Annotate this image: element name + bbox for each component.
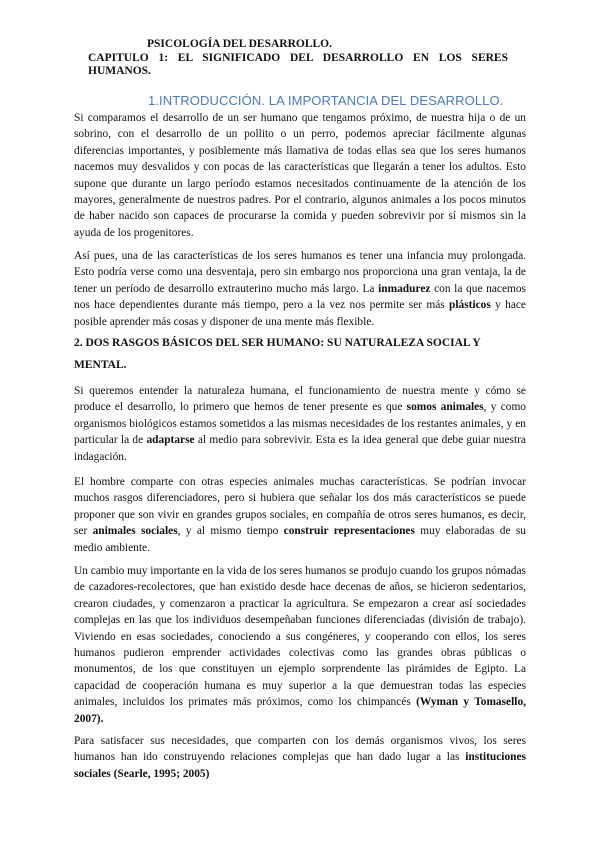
section-2-heading: 2. DOS RASGOS BÁSICOS DEL SER HUMANO: SU NATURALEZA SOCIAL Y MENTAL.: [74, 337, 481, 371]
citation-wyman-tomasello: (Wyman y Tomasello, 2007).: [74, 696, 526, 725]
section-1-paragraph-1: [74, 110, 526, 241]
section-2-paragraph-2: [74, 474, 526, 556]
document-title: PSICOLOGÍA DEL DESARROLLO.: [147, 38, 333, 50]
section-2-paragraph-3: [74, 563, 526, 727]
section-2-paragraph-4: [74, 733, 526, 782]
paragraph-text: muy elaboradas de su medio ambiente.: [74, 525, 526, 554]
paragraph-text: Así pues, una de las características de los seres humanos es tener una infancia muy prolongada. Esto podría verse como una desventaja, pero sin embargo nos proporciona una gran ventaja, la de tener un período de desarrollo extrauterino mucho más largo. La: [74, 250, 526, 295]
section-1-paragraph-2: [74, 248, 526, 330]
bold-term-adaptarse: adaptarse: [146, 434, 195, 447]
chapter-title-line-2: HUMANOS.: [88, 65, 151, 77]
section-1-heading: 1.INTRODUCCIÓN. LA IMPORTANCIA DEL DESARROLLO.: [148, 93, 504, 108]
chapter-title-line-1: CAPITULO 1: EL SIGNIFICADO DEL DESARROLLO EN LOS SERES: [88, 52, 508, 64]
paragraph-text: y hace posible aprender más cosas y disponer de una mente más flexible.: [74, 299, 526, 328]
paragraph-text: Un cambio muy importante en la vida de los seres humanos se produjo cuando los grupos nómadas de cazadores-recolectores, que han existido desde hace decenas de años, se hicieron sedentarios, crearon ciudades, y comenzaron a practicar la agricultura. Se empezaron a crear así sociedades complejas en las que los individuos desempeñaban funciones diferenciadas (división de trabajo). Viviendo en esas sociedades, conociendo a sus congéneres, y cooperando con ellos, los seres humanos pudieron emprender actividades colectivas como las grandes obras públicas o monumentos, de los que constituyen un ejemplo sorprendente las pirámides de Egipto. La capacidad de cooperación humana es muy superior a la que demuestran todas las especies animales, incluidos los primates más próximos, como los chimpancés: [74, 565, 526, 709]
bold-term-inmadurez: inmadurez: [378, 282, 431, 295]
paragraph-text: Si comparamos el desarrollo de un ser humano que tengamos próximo, de nuestra hija o de un sobrino, con el desarrollo de un pollito o un perro, podemos apreciar fácilmente algunas diferencias importantes, y posiblemente más llamativa de todas ellas sea que los seres humanos nacemos muy desvalidos y con pocas de las características que llegarán a tener los adultos. Esto supone que durante un largo período estamos necesitados continuamente de la atención de los mayores, generalmente de nuestros padres. Por el contrario, algunos animales a los pocos minutos de haber nacido son capaces de procurarse la comida y pueden sobrevivir por sí mismos sin la ayuda de los progenitores.: [74, 112, 526, 239]
paragraph-text: , y al mismo tiempo: [177, 525, 284, 538]
paragraph-text: , y como organismos biológicos estamos sometidos a las mismas necesidades de los restantes animales, y en particular la de: [74, 401, 526, 447]
bold-term-construir-representaciones: construir representaciones: [283, 525, 415, 538]
paragraph-text: Para satisfacer sus necesidades, que comparten con los demás organismos vivos, los seres humanos han ido construyendo relaciones complejas que han dado lugar a las: [74, 735, 526, 764]
bold-term-instituciones-sociales: instituciones sociales: [74, 751, 526, 780]
bold-term-somos-animales: somos animales: [406, 401, 484, 414]
paragraph-text: al medio para sobrevivir. Esta es la idea general que debe guiar nuestra indagación.: [74, 434, 526, 463]
paragraph-text: Si queremos entender la naturaleza humana, el funcionamiento de nuestra mente y cómo se produce el desarrollo, lo primero que hemos de tener presente es que: [74, 385, 526, 414]
paragraph-text: El hombre comparte con otras especies animales muchas características. Se podrían invocar muchos rasgos diferenciadores, pero si hubiera que señalar los dos más característicos se puede proponer que son vivir en grandes grupos sociales, en compañía de otros seres humanos, es decir, ser: [74, 476, 526, 538]
citation-searle: (Searle, 1995; 2005): [113, 767, 210, 780]
bold-term-plasticos: plásticos: [449, 299, 491, 312]
paragraph-text: con la que nacemos nos hace dependientes durante más tiempo, pero a la vez nos permite ser más: [74, 282, 526, 312]
section-2-paragraph-1: [74, 383, 526, 465]
bold-term-animales-sociales: animales sociales: [92, 525, 178, 538]
